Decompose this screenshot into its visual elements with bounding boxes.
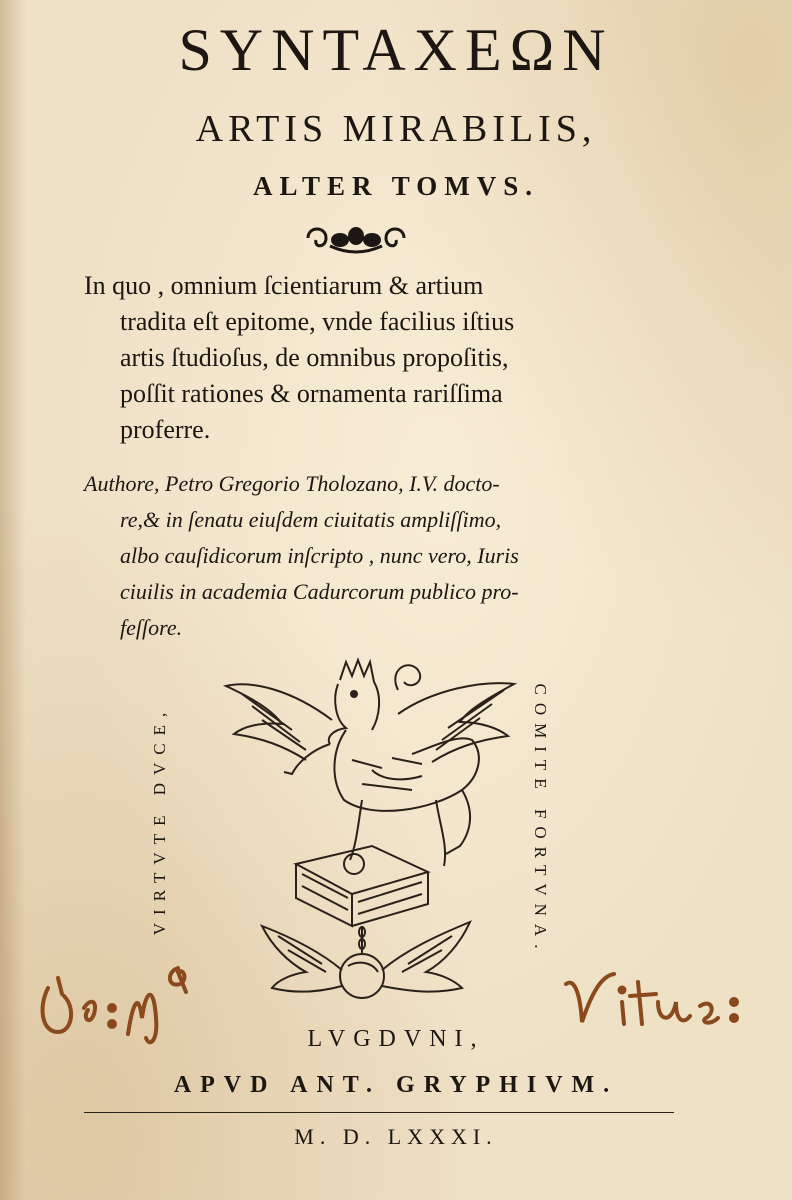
title-line-2: ARTIS MIRABILIS, [195,108,597,150]
author-line: albo cauſidicorum inſcripto , nunc vero, Iuris [120,543,519,568]
title-line-1: SYNTAXEΩN [178,17,614,83]
author-line: feſſore. [120,615,183,640]
description-line: proferre. [120,415,211,444]
imprint-date: M. D. LXXXI. [294,1124,498,1149]
fleuron-ornament-icon [300,218,412,258]
author-line: Authore, Petro Gregorio Tholozano, I.V. docto- [84,471,500,496]
description [84,268,674,448]
imprint-printer: APVD ANT. GRYPHIVM. [173,1072,619,1098]
motto-right: COMITE FORTVNA. [531,683,550,957]
title-line-3: ALTER TOMVS. [252,171,540,201]
motto-left: VIRTVTE DVCE, [150,704,169,936]
author-statement [84,466,674,646]
imprint-rule [84,1112,674,1113]
author-line: re,& in ſenatu eiuſdem ciuitatis ampliſſimo, [120,507,502,532]
author-line: ciuilis in academia Cadurcorum publico pro- [120,579,519,604]
description-line: tradita eſt epitome, vnde facilius iſtius [120,307,515,336]
printers-device-griffin-icon [222,650,522,1020]
description-line: In quo , omnium ſcientiarum & artium [84,271,484,300]
description-line: poſſit rationes & ornamenta rariſſima [120,379,503,408]
description-line: artis ſtudioſus, de omnibus propoſitis, [120,343,509,372]
imprint-place: LVGDVNI, [307,1026,485,1052]
